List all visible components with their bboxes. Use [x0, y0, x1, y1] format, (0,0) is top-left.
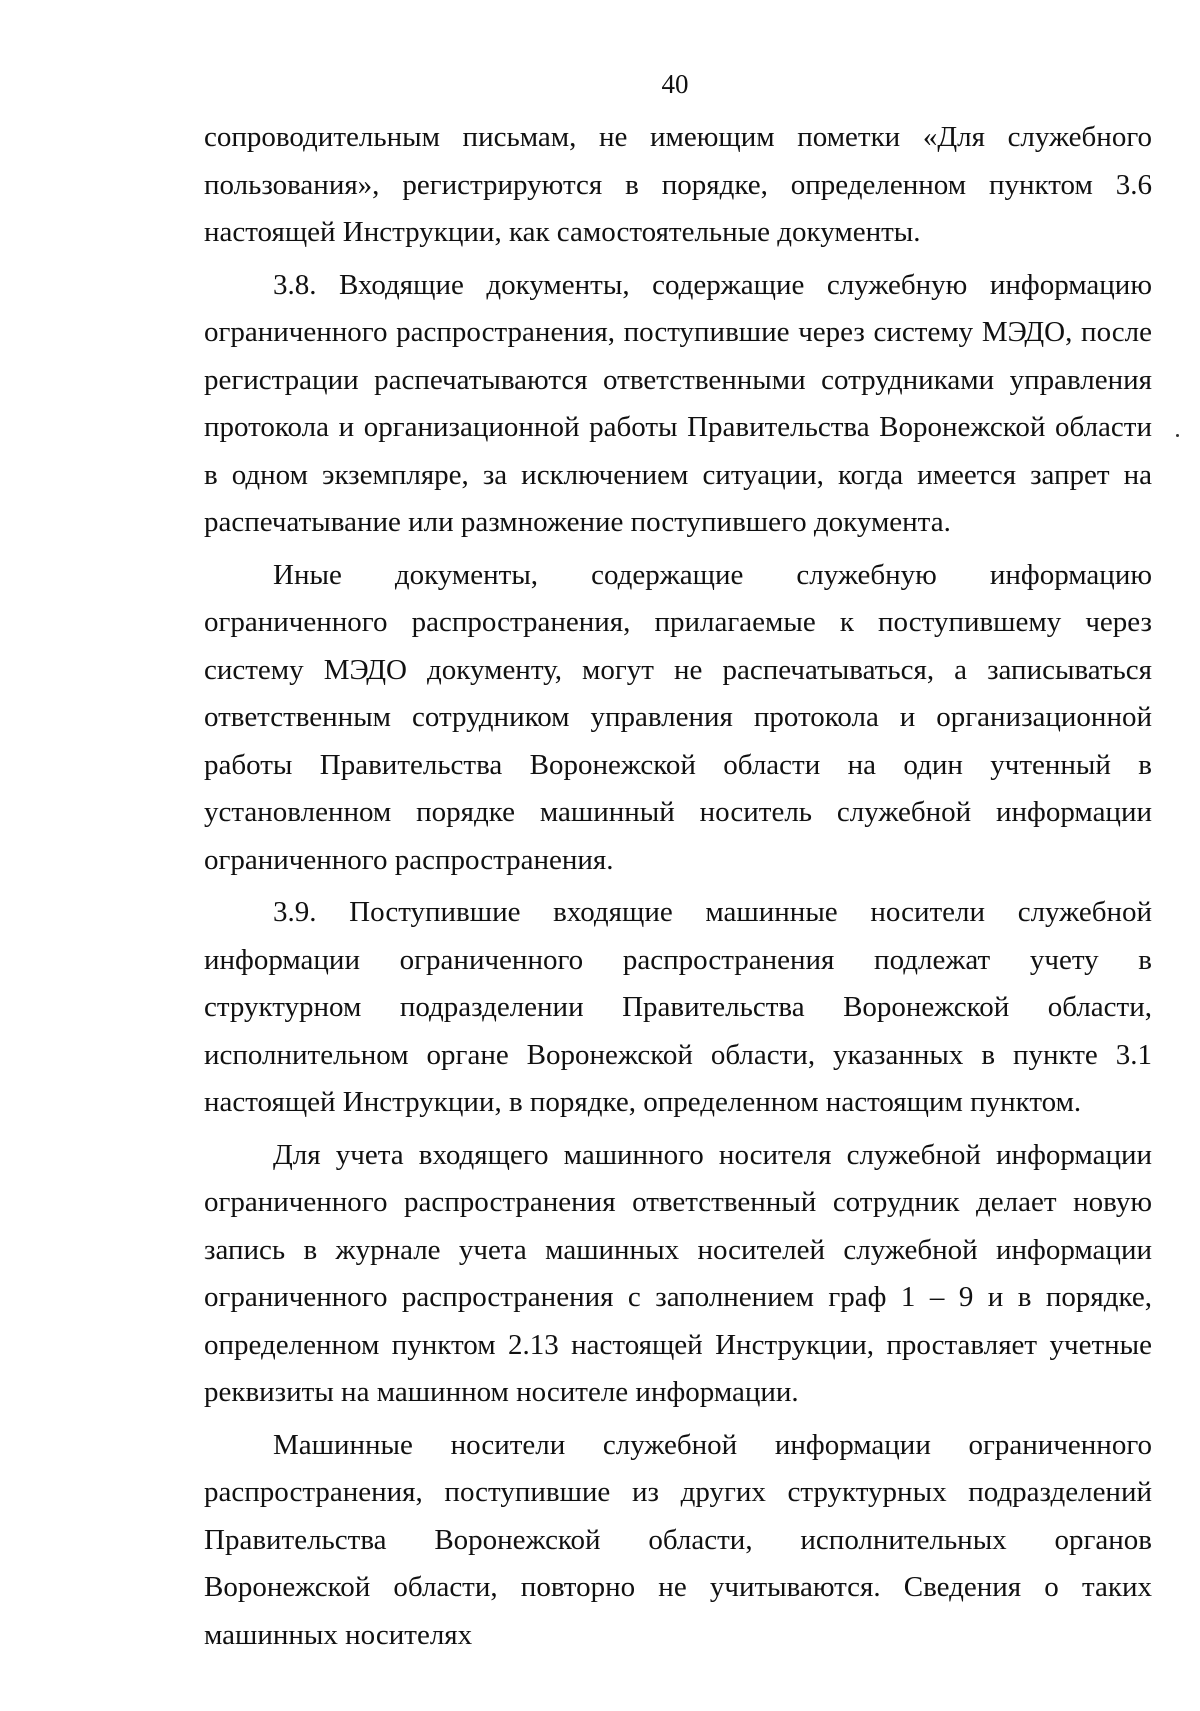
document-body — [204, 114, 1152, 1659]
page-number: 40 — [661, 69, 689, 99]
paragraph-3-8: 3.8. Входящие документы, содержащие служебную информацию ограниченного распространения, поступившие через систему МЭДО, после регистрации распечатываются ответственными сотрудниками управления протокола и организационной работы Правительства Воронежской области в одном экземпляре, за исключением ситуации, когда имеется запрет на распечатывание или размножение поступившего документа. — [204, 268, 1152, 538]
paragraph-continuation: сопроводительным письмам, не имеющим пометки «Для служебного пользования», регистрируются в порядке, определенном пунктом 3.6 настоящей Инструкции, как самостоятельные документы. — [204, 121, 1152, 248]
paragraph-accounting: Для учета входящего машинного носителя служебной информации ограниченного распространения ответственный сотрудник делает новую запись в журнале учета машинных носителей служебной информации ограниченного распространения с заполнением граф 1 – 9 и в порядке, определенном пунктом 2.13 настоящей Инструкции, проставляет учетные реквизиты на машинном носителе информации. — [204, 1138, 1152, 1408]
margin-mark — [1176, 434, 1179, 437]
paragraph-machine-media: Машинные носители служебной информации ограниченного распространения, поступившие из других структурных подразделений Правительства Воронежской области, исполнительных органов Воронежской области, повторно не учитываются. Сведения о таких машинных носителях — [204, 1428, 1152, 1651]
paragraph-3-9: 3.9. Поступившие входящие машинные носители служебной информации ограниченного распространения подлежат учету в структурном подразделении Правительства Воронежской области, исполнительном органе Воронежской области, указанных в пункте 3.1 настоящей Инструкции, в порядке, определенном настоящим пунктом. — [204, 896, 1152, 1118]
paragraph-other-documents: Иные документы, содержащие служебную информацию ограниченного распространения, прилагаемые к поступившему через систему МЭДО документу, могут не распечатываться, а записываться ответственным сотрудником управления протокола и организационной работы Правительства Воронежской области на один учтенный в установленном порядке машинный носитель служебной информации ограниченного распространения. — [204, 558, 1152, 876]
